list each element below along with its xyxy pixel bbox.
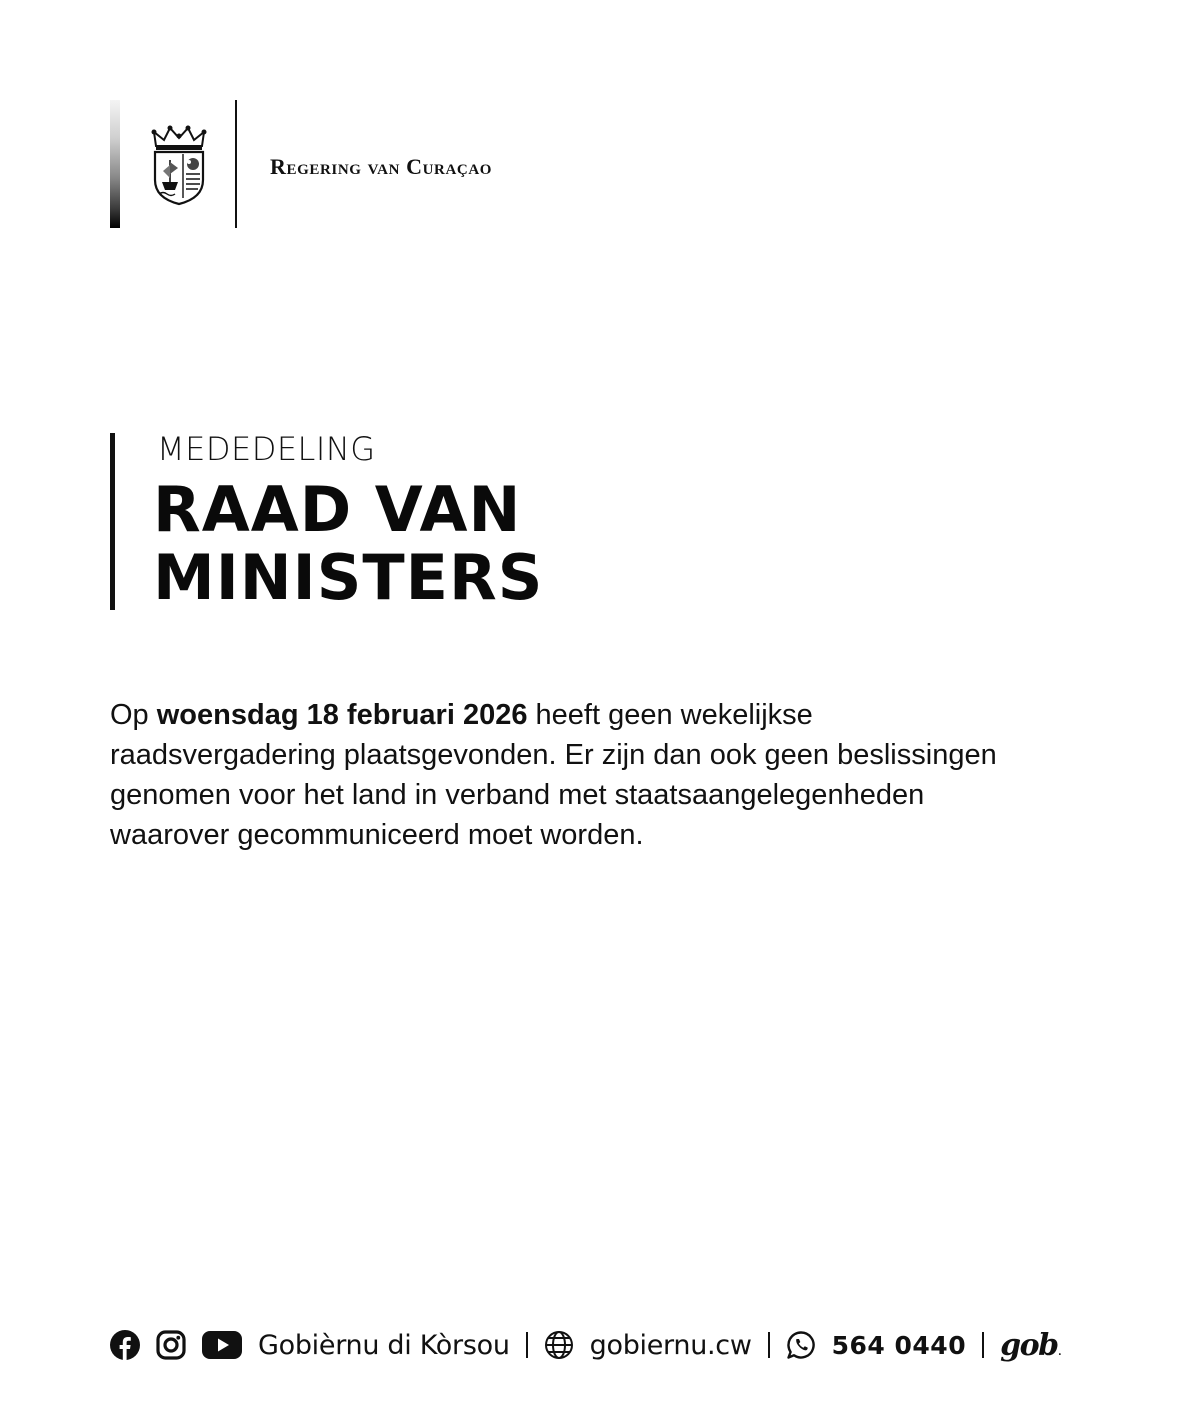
footer-separator bbox=[768, 1332, 770, 1358]
footer-separator bbox=[982, 1332, 984, 1358]
whatsapp-icon bbox=[786, 1330, 816, 1360]
body-prefix: Op bbox=[110, 699, 157, 731]
gob-logo bbox=[1000, 1328, 1060, 1363]
instagram-icon[interactable] bbox=[156, 1330, 186, 1360]
page-title bbox=[153, 473, 853, 614]
title-line-1: RAAD VAN bbox=[153, 473, 522, 546]
body-suffix: heeft geen wekelijkse raadsvergadering plaatsgevonden. Er zijn dan ook geen beslissingen genomen voor het land in verband met staatsaangelegenheden waarover gecommuniceerd moet worden. bbox=[110, 699, 997, 851]
footer bbox=[110, 1322, 1061, 1368]
facebook-icon[interactable] bbox=[110, 1330, 140, 1360]
social-handle[interactable]: Gobièrnu di Kòrsou bbox=[258, 1329, 510, 1361]
phone-number[interactable]: 564 0440 bbox=[831, 1330, 967, 1360]
title-accent-bar bbox=[110, 433, 115, 610]
website-link[interactable]: gobiernu.cw bbox=[589, 1329, 752, 1361]
coat-of-arms-icon bbox=[150, 124, 208, 206]
header-divider bbox=[235, 100, 237, 228]
header-gradient-bar bbox=[110, 100, 120, 228]
announcement-body bbox=[110, 695, 1030, 855]
youtube-icon[interactable] bbox=[202, 1331, 242, 1359]
title-line-2: MINISTERS bbox=[153, 541, 544, 614]
gob-logo-text: gob bbox=[1000, 1327, 1058, 1363]
footer-separator bbox=[526, 1332, 528, 1358]
globe-icon bbox=[544, 1330, 574, 1360]
body-date: woensdag 18 februari 2026 bbox=[156, 699, 528, 731]
gob-logo-dot: . bbox=[1057, 1342, 1061, 1359]
title-kicker: MEDEDELING bbox=[157, 430, 376, 468]
organization-name: Regering van Curaçao bbox=[270, 154, 493, 179]
